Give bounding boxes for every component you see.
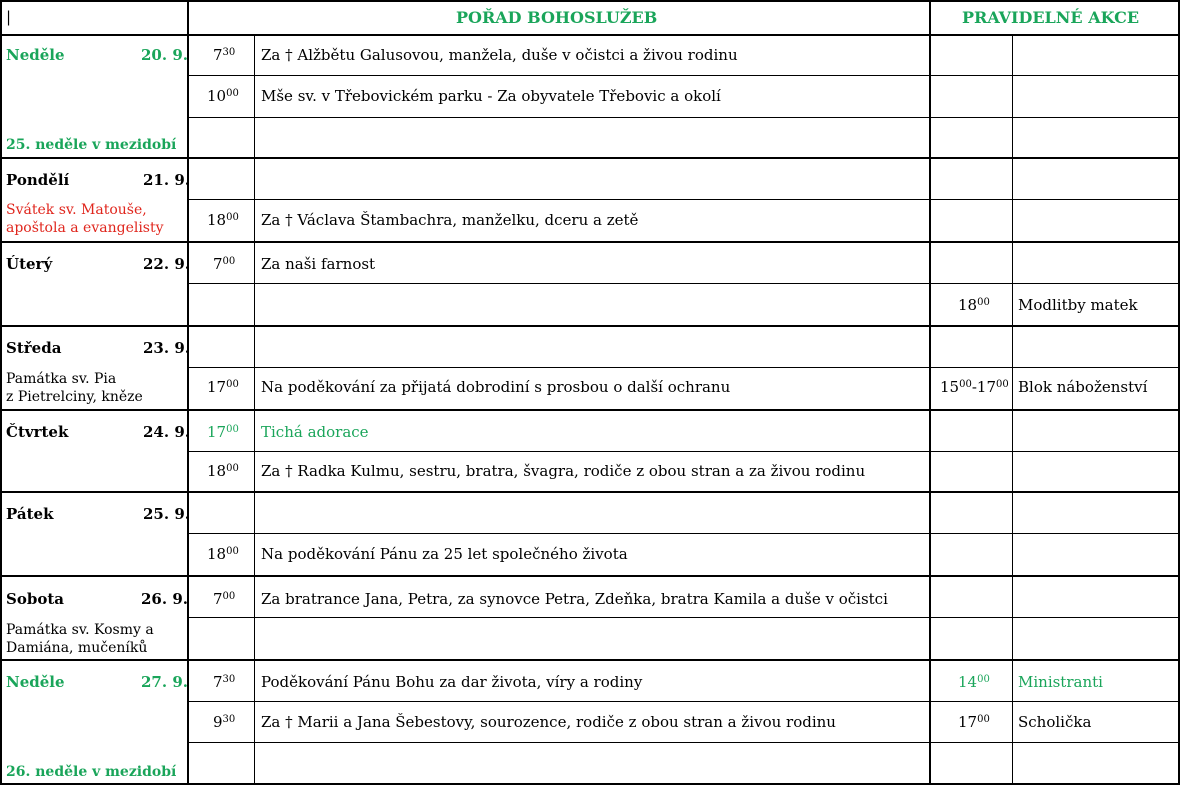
day-note: Památka sv. Kosmy a	[6, 622, 154, 638]
schedule-title: POŘAD BOHOSLUŽEB	[456, 8, 658, 27]
grid-line	[189, 617, 1180, 618]
header-cursor: |	[6, 8, 12, 26]
grid-line	[0, 157, 1180, 159]
mass-time: $7^{00}$	[213, 590, 236, 608]
day-name: Sobota	[6, 590, 64, 608]
day-name: Čtvrtek	[6, 423, 69, 441]
grid-line	[189, 367, 1180, 368]
day-date: 23. 9.	[143, 339, 190, 357]
grid-line	[189, 701, 1180, 702]
grid-line	[0, 325, 1180, 327]
grid-line	[0, 0, 1180, 2]
day-name: Neděle	[6, 673, 65, 691]
grid-line	[189, 117, 1180, 118]
mass-intention: Za naši farnost	[261, 255, 376, 273]
mass-time: $7^{00}$	[213, 255, 236, 273]
grid-line	[0, 241, 1180, 243]
mass-intention: Tichá adorace	[261, 423, 369, 441]
day-date: 24. 9.	[143, 423, 190, 441]
mass-time: $10^{00}$	[207, 87, 239, 105]
grid-line	[929, 0, 931, 785]
event-time: $18^{00}$	[958, 296, 990, 314]
event-label: Modlitby matek	[1018, 296, 1138, 314]
grid-line	[0, 34, 1180, 36]
mass-intention: Za † Marii a Jana Šebestovy, sourozence, rodiče z obou stran a živou rodinu	[261, 713, 836, 731]
mass-intention: Poděkování Pánu Bohu za dar života, víry a rodiny	[261, 673, 643, 691]
grid-line	[0, 409, 1180, 411]
day-note: 25. neděle v mezidobí	[6, 137, 177, 153]
grid-line	[1012, 35, 1013, 785]
day-name: Pondělí	[6, 171, 70, 189]
grid-line	[0, 659, 1180, 661]
mass-time: $17^{00}$	[207, 378, 239, 396]
day-note: z Pietrelciny, kněze	[6, 389, 143, 405]
mass-time: $18^{00}$	[207, 545, 239, 563]
mass-intention: Na poděkování za přijatá dobrodiní s prosbou o další ochranu	[261, 378, 731, 396]
day-date: 22. 9.	[143, 255, 190, 273]
mass-time: $18^{00}$	[207, 211, 239, 229]
mass-time: $18^{00}$	[207, 462, 239, 480]
mass-time: $7^{30}$	[213, 46, 236, 64]
grid-line	[189, 533, 1180, 534]
day-name: Úterý	[6, 255, 53, 273]
day-note: Svátek sv. Matouše,	[6, 202, 147, 218]
day-date: 25. 9.	[143, 505, 190, 523]
day-note: 26. neděle v mezidobí	[6, 764, 177, 780]
grid-line	[189, 75, 1180, 76]
mass-intention: Za † Václava Štambachra, manželku, dceru a zetě	[261, 211, 639, 229]
grid-line	[254, 35, 255, 785]
day-note: apoštola a evangelisty	[6, 220, 164, 236]
event-label: Scholička	[1018, 713, 1092, 731]
mass-time: $9^{30}$	[213, 713, 236, 731]
grid-line	[189, 742, 1180, 743]
mass-intention: Na poděkování Pánu za 25 let společného života	[261, 545, 628, 563]
mass-intention: Za † Radka Kulmu, sestru, bratra, švagra, rodiče z obou stran a za živou rodinu	[261, 462, 866, 480]
day-name: Neděle	[6, 46, 65, 64]
event-time: $15^{00}-17^{00}$	[940, 378, 1009, 396]
grid-line	[0, 491, 1180, 493]
day-note: Památka sv. Pia	[6, 371, 117, 387]
grid-line	[0, 575, 1180, 577]
mass-time: $7^{30}$	[213, 673, 236, 691]
grid-line	[187, 0, 189, 785]
day-name: Středa	[6, 339, 62, 357]
event-label: Ministranti	[1018, 673, 1103, 691]
event-time: $14^{00}$	[958, 673, 990, 691]
day-date: 20. 9.	[141, 46, 188, 64]
day-date: 26. 9.	[141, 590, 188, 608]
mass-intention: Mše sv. v Třebovickém parku - Za obyvatele Třebovic a okolí	[261, 87, 721, 105]
grid-line	[189, 451, 1180, 452]
event-label: Blok náboženství	[1018, 378, 1148, 396]
mass-time: $17^{00}$	[207, 423, 239, 441]
day-name: Pátek	[6, 505, 54, 523]
day-note: Damiána, mučeníků	[6, 640, 148, 656]
day-date: 21. 9.	[143, 171, 190, 189]
day-date: 27. 9.	[141, 673, 188, 691]
grid-line	[189, 283, 1180, 284]
event-time: $17^{00}$	[958, 713, 990, 731]
grid-line	[0, 0, 2, 785]
mass-intention: Za † Alžbětu Galusovou, manžela, duše v očistci a živou rodinu	[261, 46, 738, 64]
mass-intention: Za bratrance Jana, Petra, za synovce Petra, Zdeňka, bratra Kamila a duše v očistci	[261, 590, 888, 608]
events-title: PRAVIDELNÉ AKCE	[962, 8, 1140, 27]
grid-line	[189, 199, 1180, 200]
